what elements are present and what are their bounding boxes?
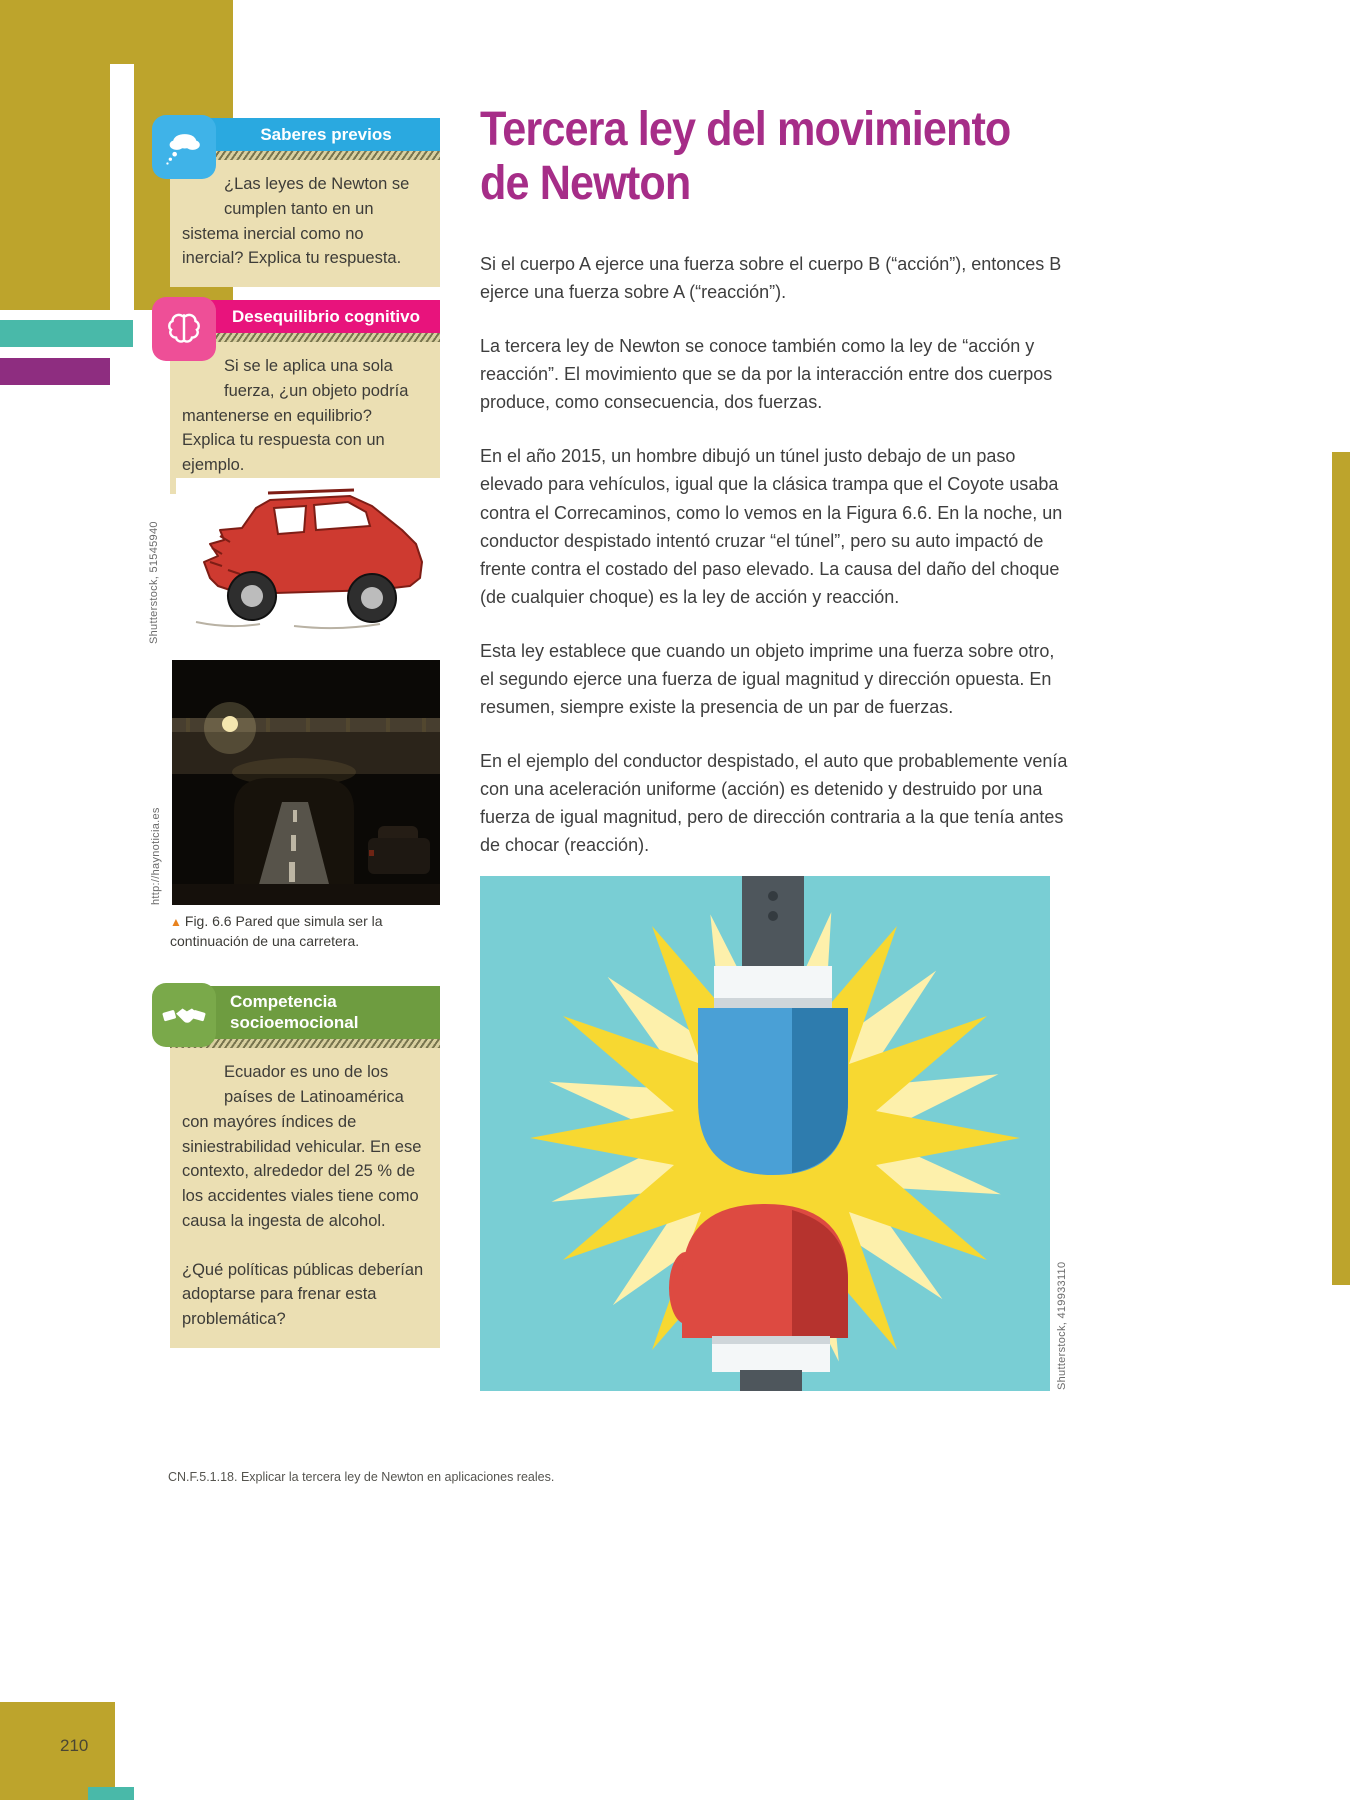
brain-icon (152, 297, 216, 361)
crashed-car-figure (176, 478, 440, 643)
boxing-gloves-illustration (480, 876, 1050, 1391)
note-desequilibrio-cognitivo (170, 300, 440, 494)
note-body-paragraph-1: Ecuador es uno de los países de Latinoamérica con mayóres índices de siniestrabilidad vehicular. En ese contexto, alrededor del 25 % de los accidentes viales tiene como causa la ingesta de alcohol. (182, 1063, 422, 1230)
page-number: 210 (60, 1736, 89, 1755)
handshake-icon (152, 983, 216, 1047)
note-body (170, 160, 440, 287)
deco-bottom-left-block (0, 1702, 115, 1800)
note-body-text: ¿Qué políticas públicas deberían adoptarse para frenar esta problemática? (182, 1260, 424, 1329)
note-title-line-2: socioemocional (230, 1012, 359, 1032)
body-paragraph: Si el cuerpo A ejerce una fuerza sobre el cuerpo B (“acción”), entonces B ejerce una fuerza sobre A (“reacción”). (480, 254, 1062, 303)
note-title: Saberes previos (260, 124, 392, 144)
note-title-line-1: Competencia (230, 992, 337, 1011)
note-body-text: ¿Las leyes de Newton se cumplen tanto en un sistema inercial como no inercial? Explica tu respuesta. (182, 175, 410, 268)
tunnel-photo-figure (172, 660, 440, 905)
page-title-line-2: de Newton (480, 157, 691, 211)
deco-purple-bar (0, 358, 110, 385)
figure-caption (170, 912, 442, 951)
body-paragraph: Esta ley establece que cuando un objeto imprime una fuerza sobre otro, el segundo ejerce una fuerza de igual magnitud y dirección opuesta. En resumen, siempre existe la presencia de un par de fuerzas. (480, 640, 1055, 718)
note-body-text (182, 1060, 428, 1233)
deco-bottom-teal-bar (88, 1787, 134, 1800)
caption-triangle-icon: ▲ (170, 915, 182, 929)
icon-spacer (182, 1060, 224, 1086)
note-title (230, 992, 358, 1033)
deco-top-left-notch (110, 64, 134, 310)
body-paragraph: La tercera ley de Newton se conoce también como la ley de “acción y reacción”. El movimiento que se da por la interacción entre dos cuerpos produce, como consecuencia, dos fuerzas. (480, 336, 1053, 413)
note-title: Desequilibrio cognitivo (232, 306, 420, 326)
tunnel-photo (172, 660, 440, 905)
crashed-car-illustration (176, 478, 440, 643)
image-credit: Shutterstock, 419933110 (1056, 1261, 1068, 1390)
note-saberes-previos (170, 118, 440, 287)
deco-teal-bar (0, 320, 133, 347)
page-title (480, 103, 1164, 211)
page-title-line-1: Tercera ley del movimiento (480, 103, 1011, 156)
note-body (170, 1048, 440, 1348)
boxing-gloves-figure (480, 876, 1050, 1391)
curriculum-standard-code: CN.F.5.1.18. Explicar la tercera ley de Newton en aplicaciones reales. (168, 1470, 555, 1484)
note-body (170, 342, 440, 494)
body-text (480, 250, 1068, 885)
deco-right-edge-bar (1332, 452, 1350, 1285)
body-paragraph: En el año 2015, un hombre dibujó un túnel justo debajo de un paso elevado para vehículos, igual que la clásica trampa que el Coyote usaba contra el Correcaminos, como lo vemos en la Figura 6.6. En la noche, un conductor despistado intentó cruzar “el túnel”, pero su auto impactó de frente contra el costado del paso elevado. La causa del daño del choque (de cualquier choque) es la ley de acción y reacción. (480, 446, 1063, 607)
note-competencia-socioemocional (170, 986, 440, 1348)
body-paragraph: En el ejemplo del conductor despistado, el auto que probablemente venía con una aceleración uniforme (acción) es detenido y destruido por una fuerza de igual magnitud, pero de dirección contraria a la que tenía antes de chocar (reacción). (480, 751, 1068, 856)
note-body-text: Si se le aplica una sola fuerza, ¿un objeto podría mantenerse en equilibrio? Explica tu respuesta con un ejemplo. (182, 357, 409, 474)
image-credit: Shutterstock, 51545940 (148, 521, 160, 644)
image-credit: http://haynoticia.es (150, 807, 162, 905)
thought-cloud-icon (152, 115, 216, 179)
caption-text: Fig. 6.6 Pared que simula ser la continuación de una carretera. (170, 913, 383, 949)
